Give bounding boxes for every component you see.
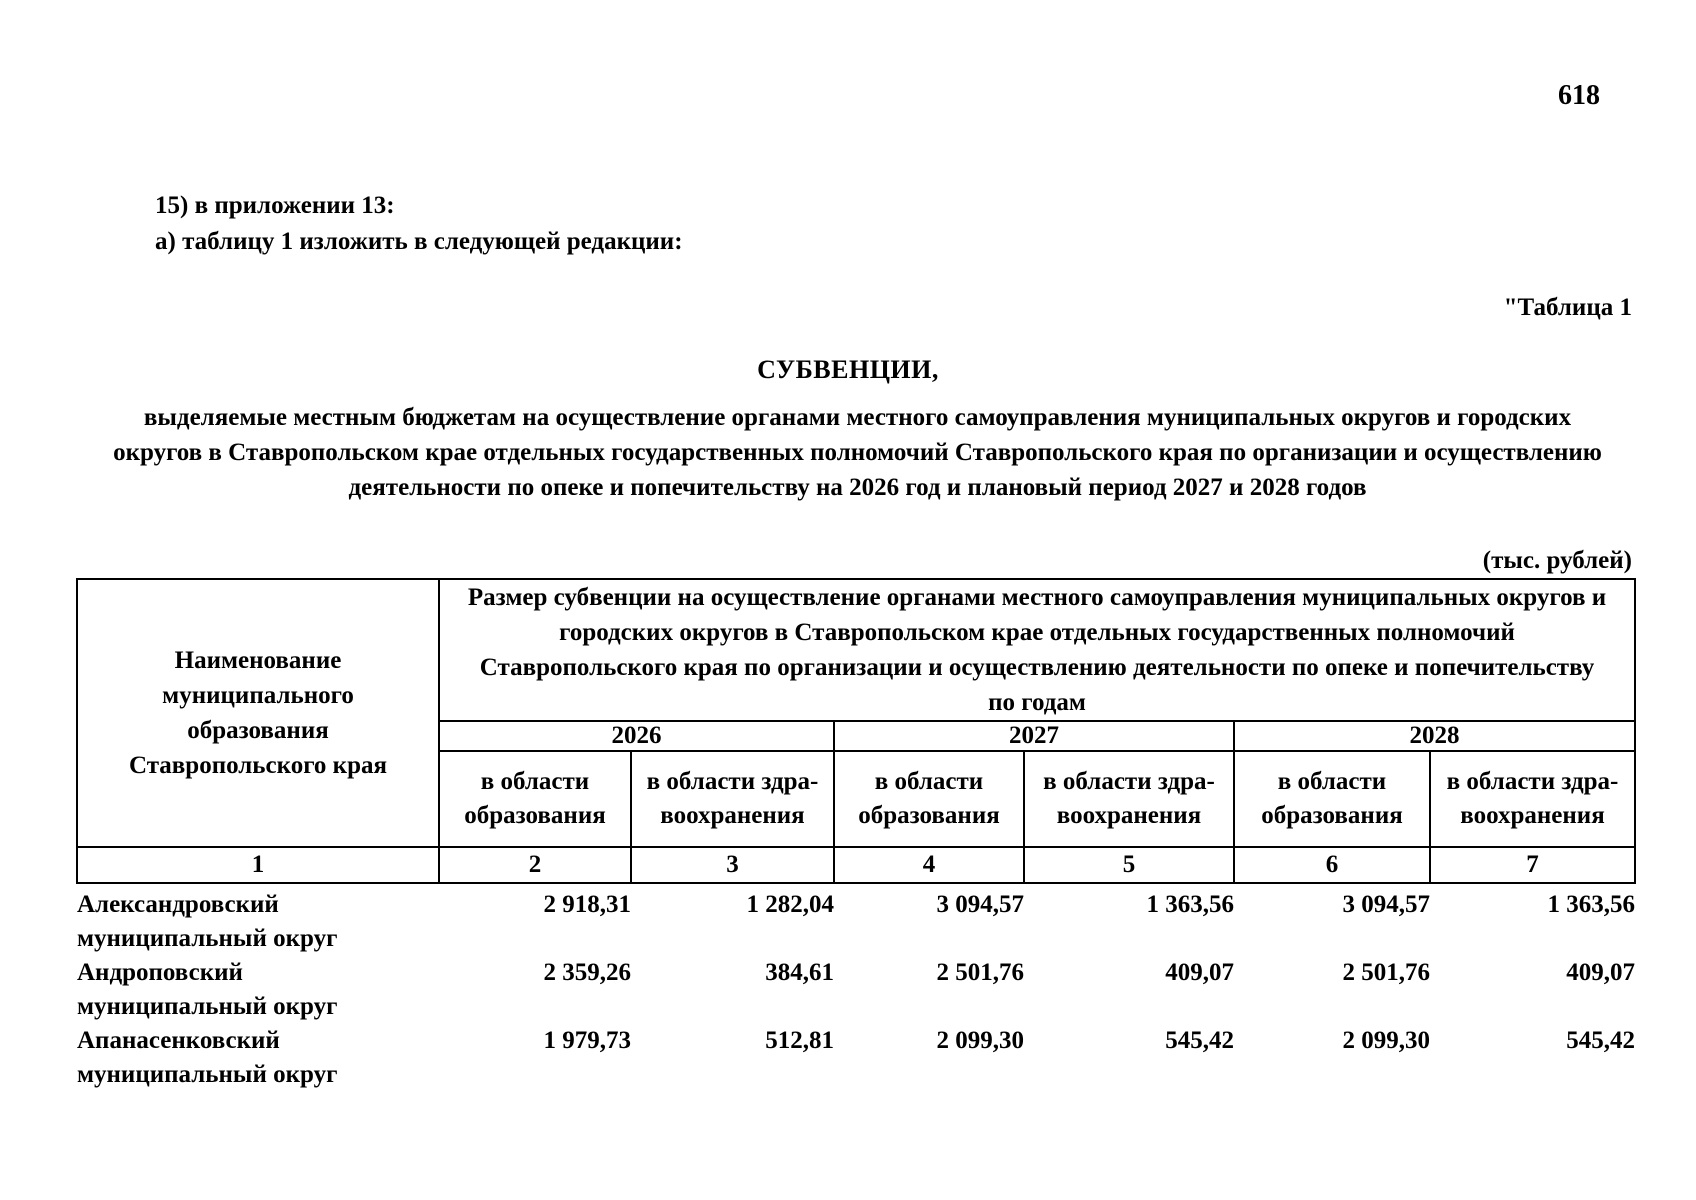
value-cell: 2 099,30 [1342, 1027, 1430, 1054]
document-subheading [80, 400, 1635, 505]
header-line: образования [858, 802, 1000, 829]
name-line: муниципальный округ [77, 1061, 338, 1088]
year-header-2027: 2027 [834, 721, 1234, 751]
value-cell: 2 501,76 [1342, 959, 1430, 986]
header-line: в области [874, 768, 984, 795]
table-row [77, 1024, 1635, 1092]
value-cell: 1 282,04 [746, 891, 834, 918]
value-cell: 2 918,31 [543, 891, 631, 918]
header-line: городских округов в Ставропольском крае отдельных государственных полномочий [559, 619, 1515, 646]
column-number: 5 [1024, 847, 1234, 883]
header-line: муниципального [162, 682, 354, 709]
sub-header-education [439, 751, 631, 847]
value-cell: 384,61 [765, 959, 834, 986]
column-number: 2 [439, 847, 631, 883]
sub-header-healthcare [1430, 751, 1635, 847]
intro-line-1: 15) в приложении 13: [155, 192, 395, 219]
column-number: 3 [631, 847, 834, 883]
header-line: в области здра- [1446, 768, 1619, 795]
document-heading: СУБВЕНЦИИ, [757, 355, 939, 384]
header-line: воохранения [1056, 802, 1202, 829]
value-cell: 409,07 [1566, 959, 1636, 986]
header-line: образования [1261, 802, 1403, 829]
value-cell: 2 359,26 [543, 959, 631, 986]
value-cell: 2 501,76 [936, 959, 1024, 986]
header-line: образования [187, 717, 329, 744]
header-line: образования [464, 802, 606, 829]
header-line: в области здра- [646, 768, 819, 795]
sub-header-healthcare [1024, 751, 1234, 847]
name-line: Андроповский [77, 959, 243, 986]
sub-header-healthcare [631, 751, 834, 847]
sub-header-education [1234, 751, 1430, 847]
municipality-name [77, 956, 439, 1024]
header-line: Размер субвенции на осуществление органами местного самоуправления муниципальных округов и [467, 584, 1607, 611]
value-cell: 512,81 [765, 1027, 834, 1054]
name-line: муниципальный округ [77, 925, 338, 952]
header-line: воохранения [1460, 802, 1605, 829]
name-line: Александровский [77, 891, 279, 918]
header-line: воохранения [660, 802, 805, 829]
column-number: 7 [1430, 847, 1635, 883]
header-line: в области [1277, 768, 1387, 795]
year-header-2028: 2028 [1234, 721, 1635, 751]
value-cell: 1 363,56 [1146, 891, 1234, 918]
page-number: 618 [1558, 80, 1600, 111]
header-line: Наименование [174, 647, 342, 674]
municipality-name [77, 883, 439, 956]
value-cell: 3 094,57 [1342, 891, 1430, 918]
value-cell: 1 979,73 [543, 1027, 631, 1054]
intro-line-2: а) таблицу 1 изложить в следующей редакции: [155, 228, 683, 255]
name-line: муниципальный округ [77, 993, 338, 1020]
units-label: (тыс. рублей) [1482, 547, 1632, 574]
year-header-2026: 2026 [439, 721, 834, 751]
subheading-line: округов в Ставропольском крае отдельных государственных полномочий Ставропольского края по организации и осуществлению [113, 439, 1602, 466]
subheading-line: выделяемые местным бюджетам на осуществление органами местного самоуправления муниципальных округов и городских [143, 404, 1572, 431]
header-line: в области здра- [1043, 768, 1215, 795]
header-line: по годам [988, 689, 1086, 716]
table-row [77, 956, 1635, 1024]
header-line: Ставропольского края [128, 752, 388, 779]
sub-header-education [834, 751, 1024, 847]
header-line: Ставропольского края по организации и осуществлению деятельности по опеке и попечительству [479, 654, 1595, 681]
subheading-line: деятельности по опеке и попечительству на 2026 год и плановый период 2027 и 2028 годов [348, 474, 1367, 501]
value-cell: 3 094,57 [936, 891, 1024, 918]
value-cell: 545,42 [1566, 1027, 1636, 1054]
column-number: 4 [834, 847, 1024, 883]
value-cell: 1 363,56 [1547, 891, 1636, 918]
column-number: 6 [1234, 847, 1430, 883]
subvention-size-header [439, 579, 1635, 721]
municipality-column-header [77, 579, 439, 847]
name-line: Апанасенковский [77, 1027, 280, 1054]
value-cell: 2 099,30 [936, 1027, 1024, 1054]
value-cell: 409,07 [1165, 959, 1234, 986]
column-number: 1 [77, 847, 439, 883]
subventions-table [76, 578, 1636, 1092]
header-line: в области [480, 768, 590, 795]
table-row [77, 883, 1635, 956]
value-cell: 545,42 [1165, 1027, 1234, 1054]
municipality-name [77, 1024, 439, 1092]
table-caption: "Таблица 1 [1503, 294, 1632, 321]
